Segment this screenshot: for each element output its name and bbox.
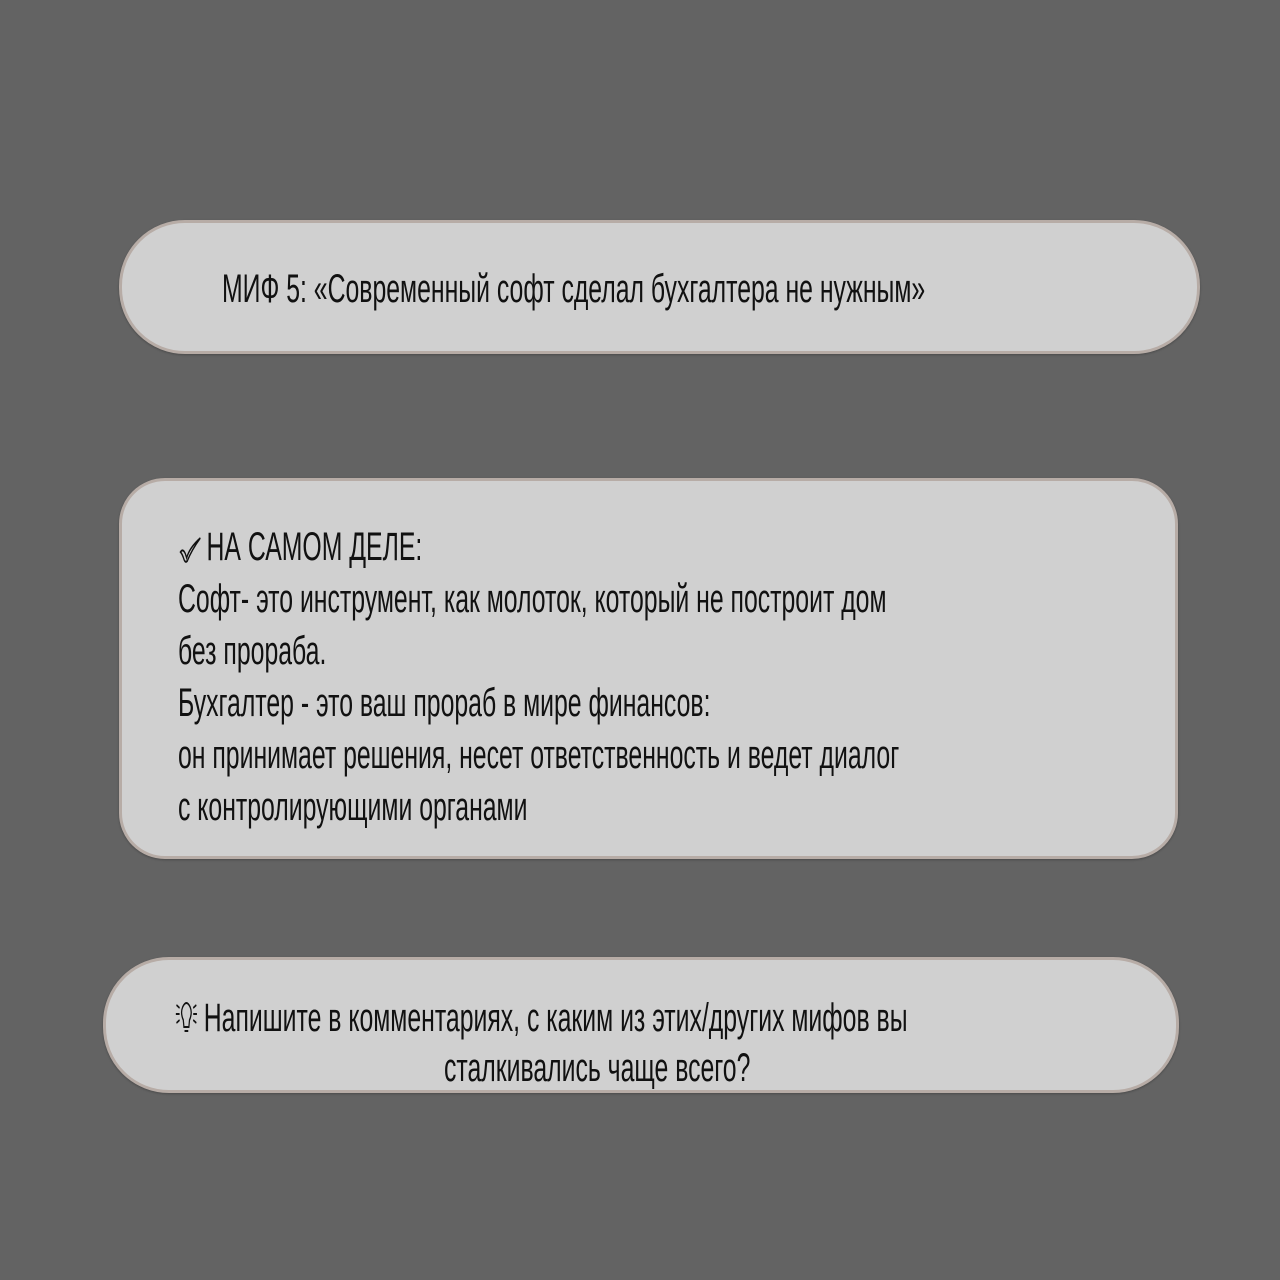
fact-card [119, 478, 1178, 859]
cta-line-2: сталкивались чаще всего? [444, 1046, 751, 1090]
fact-heading: НА САМОМ ДЕЛЕ: [206, 525, 423, 569]
fact-line-4: он принимает решения, несет ответственность и ведет диалог [178, 733, 900, 777]
cta-line-1-wrap [174, 994, 1280, 1042]
fact-body [178, 521, 1280, 833]
fact-line-1: Софт- это инструмент, как молоток, который не построит дом [178, 577, 887, 621]
myth-title-wrap [222, 265, 1280, 313]
cta-line-1: Напишите в комментариях, с каким из этих/других мифов вы [203, 996, 908, 1040]
fact-line-5: с контролирующими органами [178, 785, 528, 829]
fact-line-3: Бухгалтер - это ваш прораб в мире финансов: [178, 681, 711, 725]
cta-line-2-wrap [444, 1044, 938, 1092]
myth-card [119, 220, 1200, 354]
cta-card [103, 957, 1179, 1093]
checkmark-icon [178, 534, 203, 564]
lightbulb-icon [174, 1001, 199, 1037]
fact-line-2: без прораба. [178, 629, 327, 673]
myth-title: МИФ 5: «Современный софт сделал бухгалтера не нужным» [222, 267, 926, 311]
